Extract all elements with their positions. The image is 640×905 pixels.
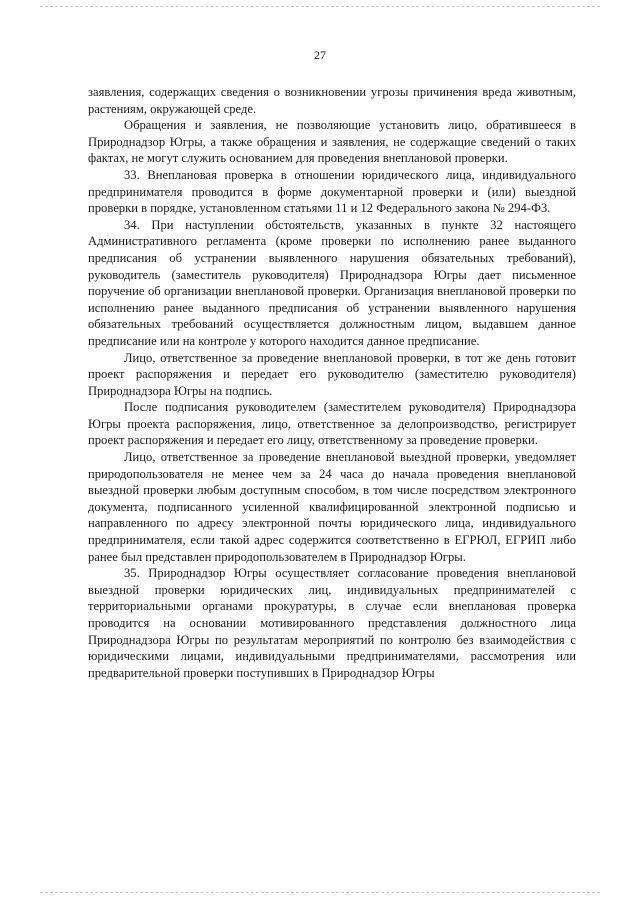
paragraph-34: 34. При наступлении обстоятельств, указанных в пункте 32 настоящего Административного регламента (кроме проверки по исполнению ранее выданного предписания об устранении выявленного нарушения обязательных требований), руководитель (заместитель руководителя) Природнадзора Югры дает письменное поручение об организации внеплановой проверки. Организация внеплановой проверки по исполнению ранее выданного предписания об устранении выявленного нарушения обязательных требований осуществляется должностным лицом, выдавшем данное предписание или на контроле у которого находится данное предписание. (88, 217, 576, 348)
page-number: 27 (314, 48, 326, 62)
scan-edge-bottom (40, 892, 600, 893)
document-body (88, 84, 576, 681)
paragraph: Лицо, ответственное за проведение внеплановой проверки, в тот же день готовит проект распоряжения и передает его руководителю (заместителю руководителя) Природнадзора Югры на подпись. (88, 350, 576, 398)
paragraph-continuation: заявления, содержащих сведения о возникновении угрозы причинения вреда животным, растениям, окружающей среде. (88, 85, 576, 116)
paragraph-35: 35. Природнадзор Югры осуществляет согласование проведения внеплановой выездной проверки юридических лиц, индивидуальных предпринимателей с территориальными органами прокуратуры, в случае если внеплановая проверка проводится на основании мотивированного представления должностного лица Природнадзора Югры по результатам мероприятий по контролю без взаимодействия с юридическими лицами, индивидуальными предпринимателями, рассмотрения или предварительной проверки поступивших в Природнадзор Югры (88, 566, 576, 680)
paragraph: После подписания руководителем (заместителем руководителя) Природнадзора Югры проекта распоряжения, лицо, ответственное за делопроизводство, регистрирует проект распоряжения и передает его лицу, ответственному за проведение проверки. (88, 400, 576, 448)
paragraph: Обращения и заявления, не позволяющие установить лицо, обратившееся в Природнадзор Югры, а также обращения и заявления, не содержащие сведений о таких фактах, не могут служить основанием для проведения внеплановой проверки. (88, 118, 576, 166)
scan-edge-top (40, 6, 600, 7)
paragraph: Лицо, ответственное за проведение внеплановой выездной проверки, уведомляет природопользователя не менее чем за 24 часа до начала проведения внеплановой выездной проверки любым доступным способом, в том числе посредством электронного документа, подписанного усиленной квалифицированной электронной подписью и направленного по адресу электронной почты юридического лица, индивидуального предпринимателя, если такой адрес содержится соответственно в ЕГРЮЛ, ЕГРИП либо ранее был представлен природопользователем в Природнадзор Югры. (88, 450, 576, 564)
paragraph-33: 33. Внеплановая проверка в отношении юридического лица, индивидуального предпринимателя проводится в форме документарной проверки и (или) выездной проверки в порядке, установленном статьями 11 и 12 Федерального закона № 294-ФЗ. (88, 167, 576, 216)
